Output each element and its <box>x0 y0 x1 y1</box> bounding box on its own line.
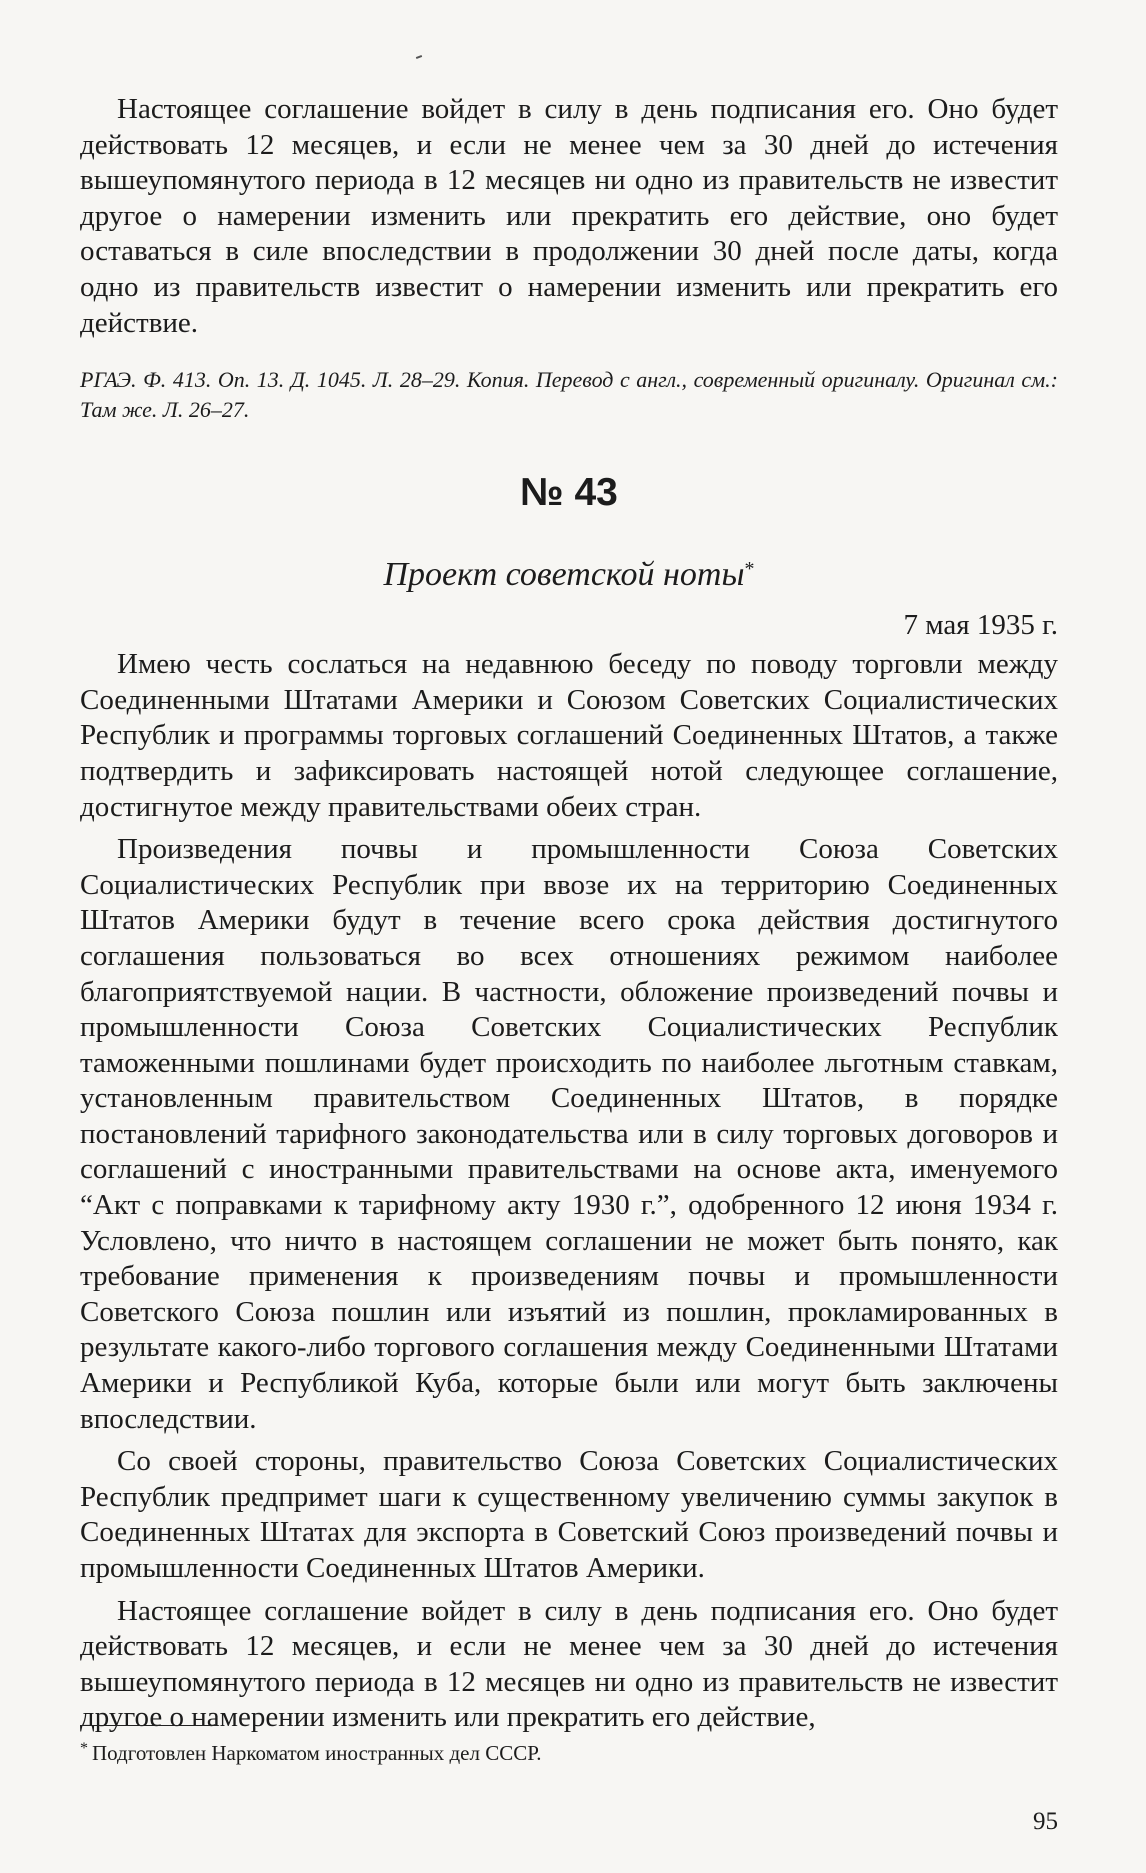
document-title-line <box>80 555 1058 595</box>
page-body <box>80 92 1058 1736</box>
print-speck <box>416 55 422 59</box>
document-title: Проект советской ноты <box>383 556 745 594</box>
document-paragraph: Настоящее соглашение войдет в силу в день подписания его. Оно будет действовать 12 месяцев, и если не менее чем за 30 дней до истечения вышеупомянутого периода в 12 месяцев ни одно из правительств не известит другое о намерении изменить или прекратить его действие, <box>80 1594 1058 1734</box>
document-paragraph: Имею честь сослаться на недавнюю беседу по поводу торговли между Соединенными Штатами Америки и Союзом Советских Социалистических Республик и программы торговых соглашений Соединенных Штатов, а также подтвердить и зафиксировать настоящей нотой следующее соглашение, достигнутое между правительствами обеих стран. <box>80 648 1058 823</box>
footnote-divider <box>80 1725 218 1726</box>
document-number: № 43 <box>520 471 618 515</box>
archival-source-note: РГАЭ. Ф. 413. Оп. 13. Д. 1045. Л. 28–29. Копия. Перевод с англ., современный оригиналу. Оригинал см.: Там же. Л. 26–27. <box>80 367 1058 423</box>
document-paragraph: Произведения почвы и промышленности Союза Советских Социалистических Республик при ввозе их на территорию Соединенных Штатов Америки будут в течение всего срока действия достигнутого соглашения пользоваться во всех отношениях режимом наиболее благоприятствуемой нации. В частности, обложение произведений почвы и промышленности Союза Советских Социалистических Республик таможенными пошлинами будет происходить по наиболее льготным ставкам, установленным правительством Соединенных Штатов, в порядке постановлений тарифного законодательства или в силу торговых договоров и соглашений с иностранными правительствами на основе акта, именуемого “Акт с поправками к тарифному акту 1930 г.”, одобренного 12 июня 1934 г. Условлено, что ничто в настоящем соглашении не может быть понято, как требование применения к произведениям почвы и промышленности Советского Союза пошлин или изъятий из пошлин, прокламированных в результате какого-либо торгового соглашения между Соединенными Штатами Америки и Республикой Куба, которые были или могут быть заключены впоследствии. <box>80 833 1058 1435</box>
page-number: 95 <box>1033 1808 1058 1835</box>
footnote-text: Подготовлен Наркоматом иностранных дел СССР. <box>92 1741 542 1765</box>
document-date: 7 мая 1935 г. <box>903 609 1058 642</box>
document-paragraph: Со своей стороны, правительство Союза Советских Социалистических Республик предпримет шаги к существенному увеличению суммы закупок в Соединенных Штатах для экспорта в Советский Союз произведений почвы и промышленности Соединенных Штатов Америки. <box>80 1445 1058 1584</box>
footnote-marker: * <box>80 1740 88 1757</box>
footnote <box>80 1738 542 1768</box>
top-paragraph: Настоящее соглашение войдет в силу в день подписания его. Оно будет действовать 12 месяцев, и если не менее чем за 30 дней до истечения вышеупомянутого периода в 12 месяцев ни одно из правительств не известит другое о намерении изменить или прекратить его действие, оно будет оставаться в силе впоследствии в продолжении 30 дней после даты, когда одно из правительств известит о намерении изменить или прекратить его действие. <box>80 93 1058 339</box>
title-footnote-marker: * <box>744 558 755 581</box>
